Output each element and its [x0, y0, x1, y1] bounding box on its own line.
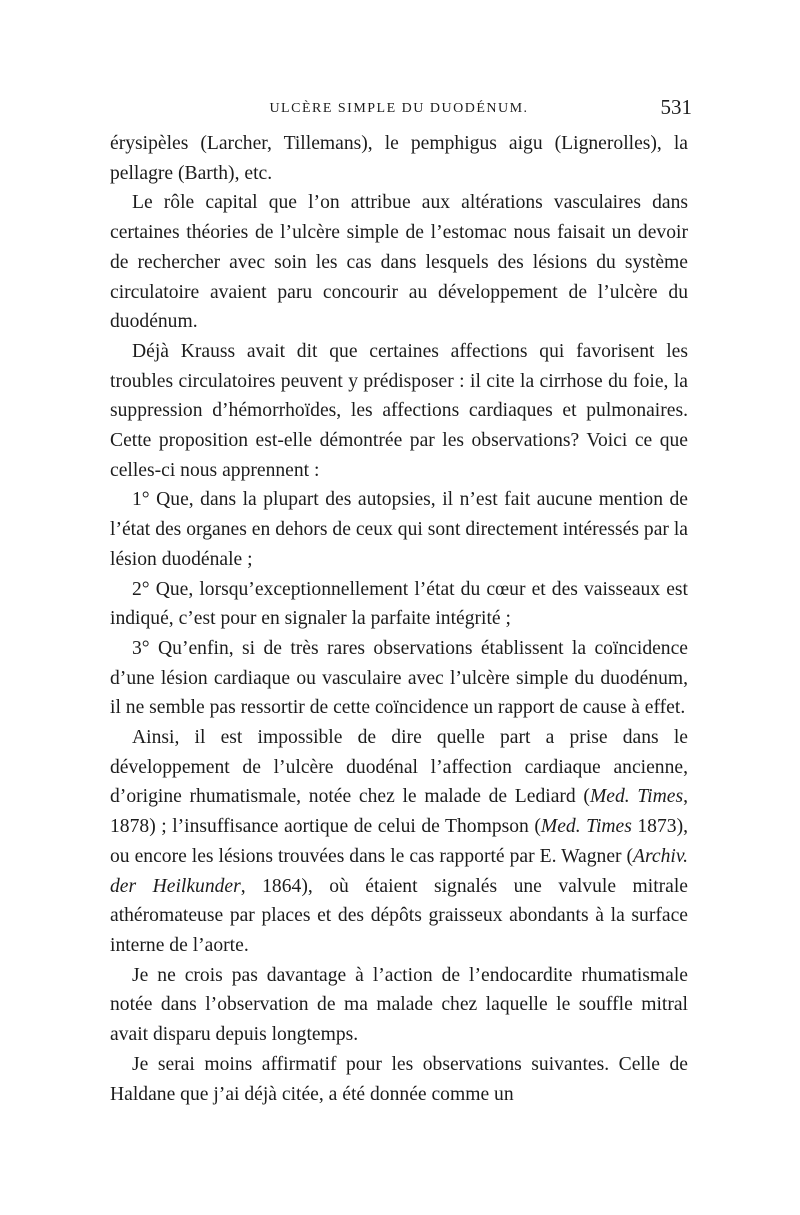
paragraph-7-text-4: , 1864), où étaient signalés une valvule mitrale athéromateuse par places et des dépôts graisseux abondants à la surface interne de l’aorte. — [110, 875, 688, 956]
paragraph-1: érysipèles (Larcher, Tillemans), le pemphigus aigu (Lignerolles), la pellagre (Barth), etc. — [110, 133, 688, 184]
paragraph-3: Déjà Krauss avait dit que certaines affections qui favorisent les troubles circulatoires peuvent y prédisposer : il cite la cirrhose du foie, la suppression d’hémorrhoïdes, les affections cardiaques et pulmonaires. Cette proposition est-elle démontrée par les observations? Voici ce que celles-ci nous apprennent : — [110, 340, 688, 481]
paragraph-7-text-2: , 1878) ; l’insuffisance aortique de celui de Thompson ( — [110, 786, 689, 838]
paragraph-9: Je serai moins affirmatif pour les observations suivantes. Celle de Haldane que j’ai déjà citée, a été donnée comme un — [110, 1053, 688, 1105]
citation-archiv-der-heilkunder: Archiv. der Heilkunder — [110, 845, 688, 897]
citation-med-times-1873: Med. Times — [540, 816, 632, 838]
paragraph-2: Le rôle capital que l’on attribue aux altérations vasculaires dans certaines théories de l’ulcère simple de l’estomac nous faisait un devoir de rechercher avec soin les cas dans lesquels des lésions du système circulatoire avaient paru concourir au développement de l’ulcère du duodénum. — [110, 192, 688, 333]
running-title: ULCÈRE SIMPLE DU DUODÉNUM. — [269, 101, 529, 116]
paragraph-8: Je ne crois pas davantage à l’action de l’endocardite rhumatismale notée dans l’observation de ma malade chez laquelle le souffle mitral avait disparu depuis longtemps. — [110, 964, 688, 1046]
body-text — [110, 129, 688, 1109]
citation-med-times-1878: Med. Times — [589, 786, 684, 808]
paragraph-7-text-1: Ainsi, il est impossible de dire quelle part a prise dans le développement de l’ulcère duodénal l’affection cardiaque ancienne, d’origine rhumatismale, notée chez le malade de Lediard ( — [110, 727, 688, 808]
running-header — [110, 95, 692, 123]
paragraph-5: 2° Que, lorsqu’exceptionnellement l’état du cœur et des vaisseaux est indiqué, c’est pour en signaler la parfaite intégrité ; — [110, 578, 688, 630]
page-number: 531 — [660, 95, 692, 119]
paragraph-4: 1° Que, dans la plupart des autopsies, il n’est fait aucune mention de l’état des organes en dehors de ceux qui sont directement intéressés par la lésion duodénale ; — [110, 489, 688, 570]
paragraph-6: 3° Qu’enfin, si de très rares observations établissent la coïncidence d’une lésion cardiaque ou vasculaire avec l’ulcère simple du duodénum, il ne semble pas ressortir de cette coïncidence un rapport de cause à effet. — [110, 637, 688, 719]
paragraph-7 — [110, 723, 688, 961]
paragraph-7-text-3: 1873), ou encore les lésions trouvées dans le cas rapporté par E. Wagner ( — [110, 816, 688, 867]
document-page — [110, 95, 692, 1109]
